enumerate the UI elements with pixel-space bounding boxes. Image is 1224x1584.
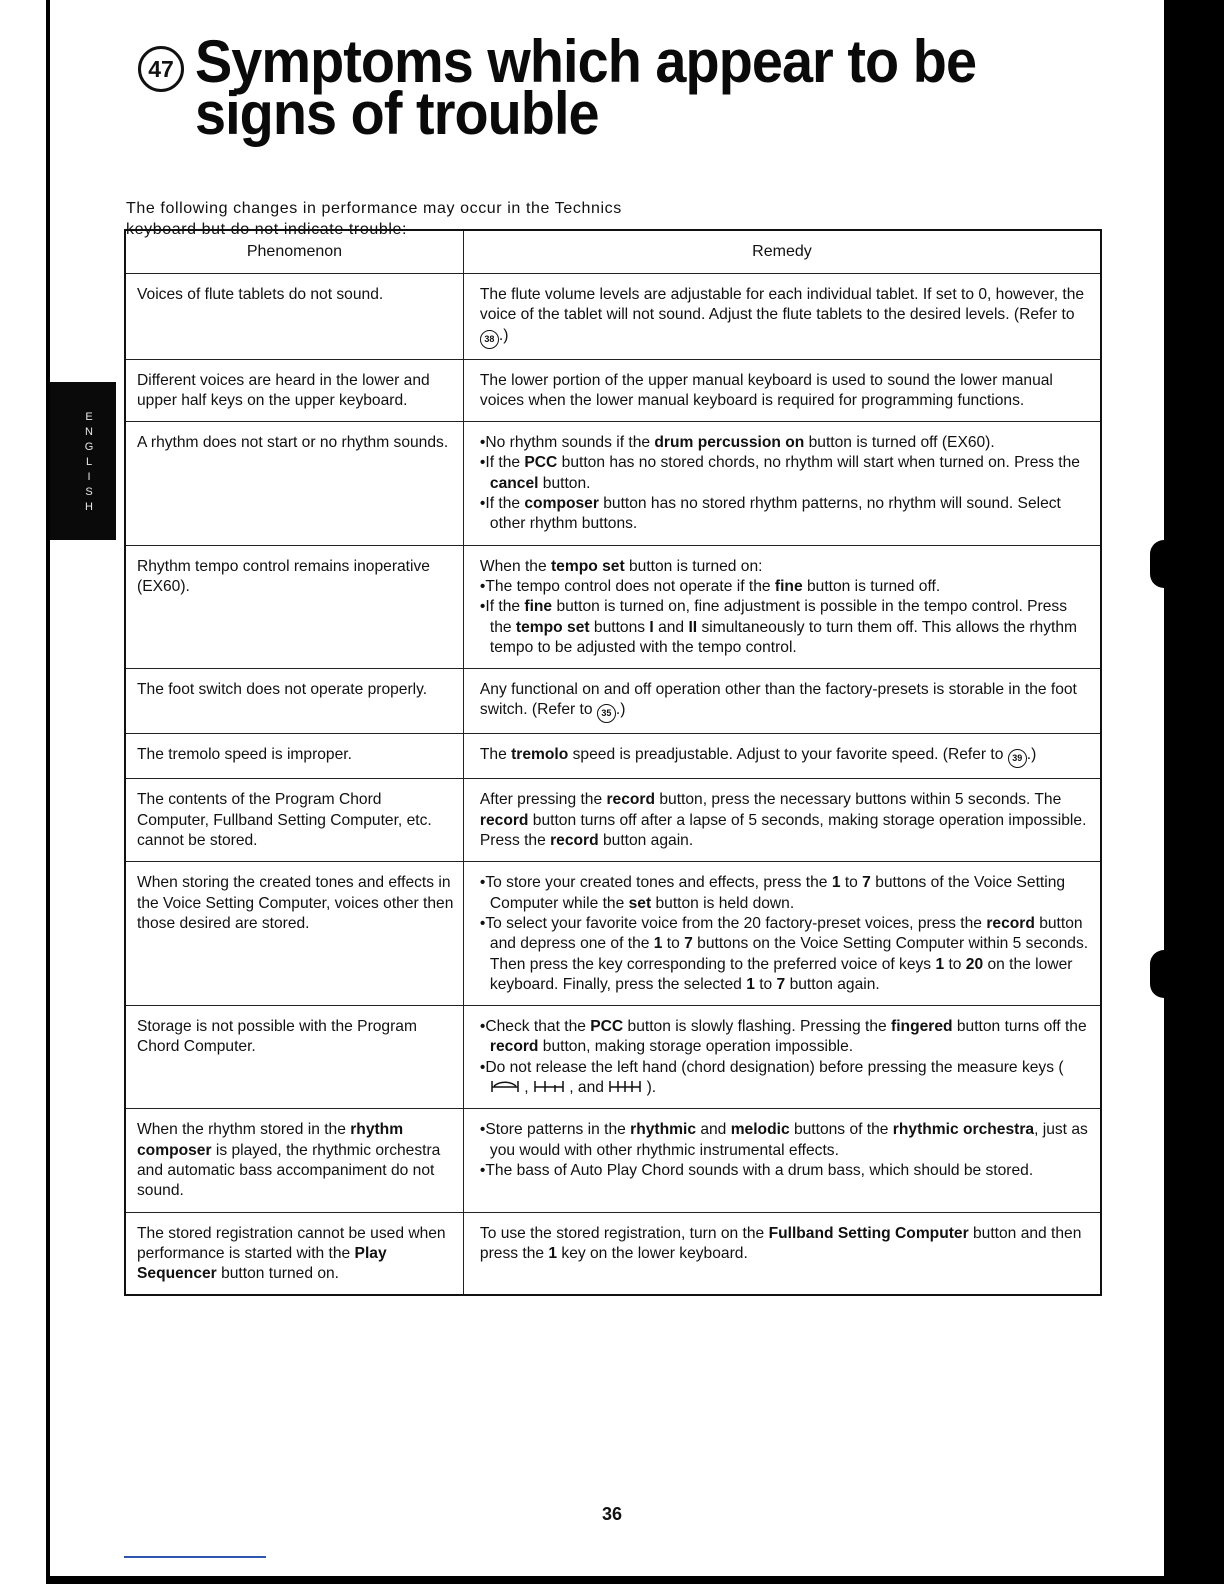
table-row — [125, 862, 1101, 1006]
remedy-cell: When the tempo set button is turned on: •The tempo control does not operate if the fine button is turned off. •If the fine button is turned on, fine adjustment is possible in the tempo control. Press the tempo set buttons I and II simultaneously to turn them off. This allows the rhythm tempo to be adjusted with the tempo control. — [463, 545, 1101, 668]
phenomenon-cell: Rhythm tempo control remains inoperative (EX60). — [125, 545, 463, 668]
phenomenon-cell: A rhythm does not start or no rhythm sounds. — [125, 422, 463, 545]
table-row — [125, 779, 1101, 862]
circled-reference: 38 — [480, 330, 499, 349]
remedy-cell: The tremolo speed is preadjustable. Adjust to your favorite speed. (Refer to 39 .) — [463, 734, 1101, 779]
phenomenon-cell: Storage is not possible with the Program Chord Computer. — [125, 1006, 463, 1109]
remedy-bullet: •Store patterns in the rhythmic and melodic buttons of the rhythmic orchestra, just as you would with other rhythmic instrumental effects. — [479, 1121, 1088, 1159]
column-header-phenomenon: Phenomenon — [125, 230, 463, 274]
phenomenon-cell: The stored registration cannot be used when performance is started with the Play Sequencer button turned on. — [125, 1212, 463, 1295]
remedy-cell: The lower portion of the upper manual keyboard is used to sound the lower manual voices when the lower manual keyboard is required for programming functions. — [463, 359, 1101, 422]
remedy-cell: After pressing the record button, press the necessary buttons within 5 seconds. The record button turns off after a lapse of 5 seconds, making storage operation impossible. Press the record button again. — [463, 779, 1101, 862]
remedy-bullet: •Check that the PCC button is slowly flashing. Pressing the fingered button turns off the record button, making storage operation impossible. — [479, 1018, 1087, 1056]
table-row — [125, 274, 1101, 360]
remedy-bullet: •To select your favorite voice from the 20 factory-preset voices, press the record button and depress one of the 1 to 7 buttons on the Voice Setting Computer within 5 seconds. Then press the key corresponding to the preferred voice of keys 1 to 20 on the lower keyboard. Finally, press the selected 1 to 7 button again. — [479, 914, 1089, 993]
section-number: 47 — [138, 46, 184, 92]
remedy-cell — [463, 422, 1101, 545]
remedy-bullet: •To store your created tones and effects, press the 1 to 7 buttons of the Voice Setting Computer while the set button is held down. — [479, 874, 1066, 912]
page-title: Symptoms which appear to be signs of trouble — [195, 28, 977, 147]
binder-hole-mark — [1150, 950, 1172, 998]
circled-reference: 39 — [1008, 749, 1027, 768]
tab-letter: L — [85, 456, 93, 468]
phenomenon-cell: Voices of flute tablets do not sound. — [125, 274, 463, 360]
circled-reference: 35 — [597, 704, 616, 723]
measure-key-2-icon — [533, 1079, 565, 1093]
remedy-cell: To use the stored registration, turn on the Fullband Setting Computer button and then press the 1 key on the lower keyboard. — [463, 1212, 1101, 1295]
phenomenon-cell: The foot switch does not operate properly. — [125, 669, 463, 734]
page-number: 36 — [601, 1504, 623, 1524]
page-left-border — [46, 0, 50, 1584]
column-header-remedy: Remedy — [463, 230, 1101, 274]
binder-hole-mark — [1150, 540, 1172, 588]
remedy-bullet: •Do not release the left hand (chord designation) before pressing the measure keys ( , , and ). — [479, 1058, 1064, 1097]
remedy-bullet: •The bass of Auto Play Chord sounds with a drum bass, which should be stored. — [479, 1161, 1034, 1179]
tab-letter: I — [87, 471, 91, 483]
intro-paragraph: The following changes in performance may occur in the Technics keyboard but do not indicate trouble: — [126, 200, 622, 238]
phenomenon-cell: When the rhythm stored in the rhythm composer is played, the rhythmic orchestra and automatic bass accompaniment do not sound. — [125, 1109, 463, 1212]
remedy-cell — [463, 1109, 1101, 1212]
remedy-bullet: •The tempo control does not operate if the fine button is turned off. — [479, 577, 941, 595]
tab-letter: G — [84, 441, 94, 453]
remedy-bullet: •No rhythm sounds if the drum percussion on button is turned off (EX60). — [479, 434, 995, 452]
remedy-cell — [463, 862, 1101, 1006]
table-row — [125, 669, 1101, 734]
language-tab-label — [82, 410, 96, 515]
remedy-bullet: •If the fine button is turned on, fine adjustment is possible in the tempo control. Press the tempo set buttons I and II simultaneously to turn them off. This allows the rhythm tempo to be adjusted with the tempo control. — [479, 598, 1078, 656]
measure-key-1-icon — [490, 1079, 520, 1093]
table-row — [125, 1212, 1101, 1295]
table-row — [125, 1006, 1101, 1109]
page-right-border — [1164, 0, 1224, 1584]
remedy-bullet: •If the PCC button has no stored chords, no rhythm will start when turned on. Press the cancel button. — [479, 454, 1080, 492]
table-header-row — [125, 230, 1101, 274]
footer-rule — [124, 1556, 266, 1558]
phenomenon-cell: The contents of the Program Chord Computer, Fullband Setting Computer, etc. cannot be stored. — [125, 779, 463, 862]
table-row — [125, 422, 1101, 545]
table-row — [125, 734, 1101, 779]
tab-letter: E — [85, 411, 93, 423]
tab-letter: S — [85, 486, 93, 498]
phenomenon-cell: The tremolo speed is improper. — [125, 734, 463, 779]
remedy-cell: The flute volume levels are adjustable for each individual tablet. If set to 0, however, the voice of the tablet will not sound. Adjust the flute tablets to the desired levels. (Refer to 38 .) — [463, 274, 1101, 360]
remedy-bullet: •If the composer button has no stored rhythm patterns, no rhythm will sound. Select other rhythm buttons. — [479, 495, 1061, 533]
tab-letter: N — [85, 426, 93, 438]
table-row — [125, 1109, 1101, 1212]
measure-key-3-icon — [608, 1079, 642, 1093]
table-row — [125, 359, 1101, 422]
tab-letter: H — [85, 501, 93, 513]
phenomenon-cell: Different voices are heard in the lower and upper half keys on the upper keyboard. — [125, 359, 463, 422]
table-row — [125, 545, 1101, 668]
troubleshooting-table — [124, 229, 1102, 1296]
phenomenon-cell: When storing the created tones and effects in the Voice Setting Computer, voices other then those desired are stored. — [125, 862, 463, 1006]
remedy-cell — [463, 1006, 1101, 1109]
remedy-cell: Any functional on and off operation other than the factory-presets is storable in the foot switch. (Refer to 35 .) — [463, 669, 1101, 734]
page-header — [138, 28, 1098, 147]
page-bottom-border — [46, 1576, 1224, 1584]
